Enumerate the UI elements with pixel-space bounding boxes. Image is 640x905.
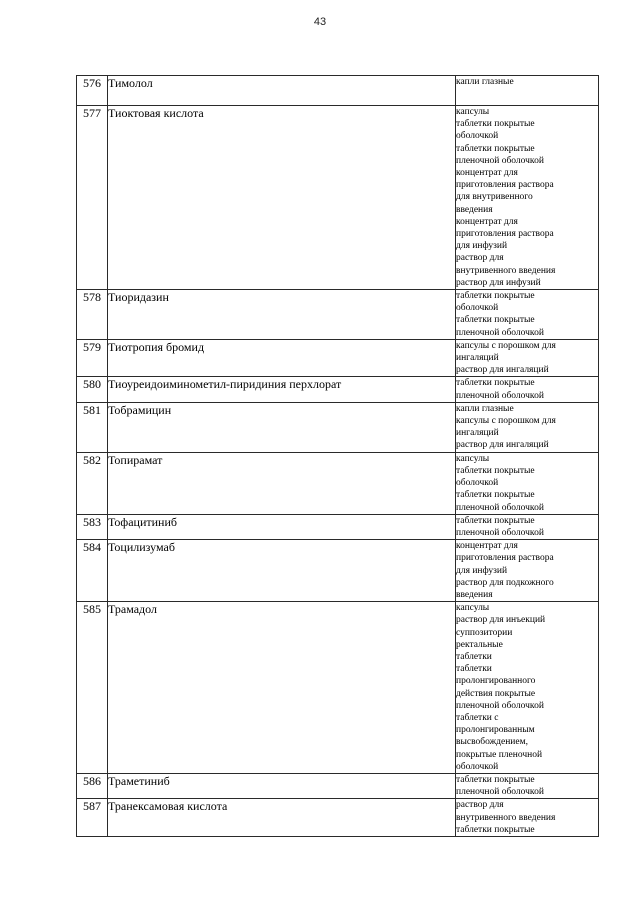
dosage-form-line: приготовления раствора xyxy=(456,553,554,564)
table-row xyxy=(77,773,599,798)
drug-name: Тобрамицин xyxy=(108,402,456,452)
row-number: 581 xyxy=(77,402,108,452)
table-row xyxy=(77,799,599,837)
dosage-form-line: оболочкой xyxy=(456,761,499,772)
dosage-form-line: концентрат для xyxy=(456,216,518,227)
dosage-form-line: пролонгированным xyxy=(456,725,535,736)
dosage-form-line: ингаляций xyxy=(456,353,499,364)
table-row xyxy=(77,540,599,602)
drug-name: Тиоуреидоиминометил-пиридиния перхлорат xyxy=(108,377,456,402)
table-body xyxy=(77,76,599,837)
dosage-form-line: таблетки покрытые xyxy=(456,824,535,835)
dosage-form-line: приготовления раствора xyxy=(456,180,554,191)
dosage-form-line: для инфузий xyxy=(456,565,508,576)
dosage-form-line: таблетки покрытые xyxy=(456,490,535,501)
drug-name: Трамадол xyxy=(108,602,456,774)
dosage-form-line: пленочной оболочкой xyxy=(456,527,544,538)
dosage-form-line: пленочной оболочкой xyxy=(456,327,544,338)
dosage-form-line: таблетки с xyxy=(456,712,499,723)
table-row xyxy=(77,339,599,377)
dosage-form-line: покрытые пленочной xyxy=(456,749,543,760)
dosage-form-line: высвобождением, xyxy=(456,737,528,748)
dosage-form-line: действия покрытые xyxy=(456,688,536,699)
dosage-form-line: раствор для ингаляций xyxy=(456,440,549,451)
dosage-forms xyxy=(456,540,599,602)
table-row xyxy=(77,106,599,290)
row-number: 579 xyxy=(77,339,108,377)
dosage-form-line: пленочной оболочкой xyxy=(456,787,544,798)
dosage-form-line: таблетки покрытые xyxy=(456,774,535,785)
row-number: 585 xyxy=(77,602,108,774)
table-row xyxy=(77,290,599,340)
dosage-form-line: таблетки покрытые xyxy=(456,119,535,130)
drug-name: Транексамовая кислота xyxy=(108,799,456,837)
dosage-forms xyxy=(456,339,599,377)
dosage-form-line: таблетки покрытые xyxy=(456,515,535,526)
dosage-form-line: капсулы с порошком для xyxy=(456,416,556,427)
drug-name: Тофацитиниб xyxy=(108,514,456,539)
dosage-form-line: пролонгированного xyxy=(456,676,536,687)
table-row xyxy=(77,514,599,539)
dosage-form-line: для внутривенного xyxy=(456,192,533,203)
dosage-form-line: таблетки покрытые xyxy=(456,315,535,326)
dosage-form-line: пленочной оболочкой xyxy=(456,155,544,166)
row-number: 586 xyxy=(77,773,108,798)
dosage-form-line: внутривенного введения xyxy=(456,265,556,276)
dosage-form-line: таблетки xyxy=(456,651,492,662)
dosage-form-line: для инфузий xyxy=(456,241,508,252)
dosage-forms xyxy=(456,602,599,774)
dosage-form-line: ректальные xyxy=(456,639,503,650)
row-number: 587 xyxy=(77,799,108,837)
dosage-forms xyxy=(456,402,599,452)
dosage-form-line: введения xyxy=(456,204,493,215)
table-row xyxy=(77,377,599,402)
dosage-form-line: раствор для xyxy=(456,253,504,264)
dosage-form-line: таблетки xyxy=(456,664,492,675)
drug-name: Тоцилизумаб xyxy=(108,540,456,602)
row-number: 583 xyxy=(77,514,108,539)
drug-name: Тиотропия бромид xyxy=(108,339,456,377)
dosage-form-line: таблетки покрытые xyxy=(456,143,535,154)
drug-name: Топирамат xyxy=(108,452,456,514)
dosage-form-line: капли глазные xyxy=(456,77,514,87)
dosage-form-line: раствор для ингаляций xyxy=(456,365,549,376)
dosage-forms xyxy=(456,290,599,340)
dosage-form-line: приготовления раствора xyxy=(456,229,554,240)
table-row xyxy=(77,76,599,106)
dosage-form-line: капсулы xyxy=(456,603,490,614)
drug-list-table xyxy=(76,75,599,837)
row-number: 578 xyxy=(77,290,108,340)
row-number: 576 xyxy=(77,76,108,106)
drug-name: Тиоктовая кислота xyxy=(108,106,456,290)
table-row xyxy=(77,402,599,452)
dosage-forms xyxy=(456,76,599,106)
dosage-form-line: раствор для xyxy=(456,800,504,811)
dosage-form-line: пленочной оболочкой xyxy=(456,390,544,401)
dosage-form-line: пленочной оболочкой xyxy=(456,700,544,711)
dosage-form-line: концентрат для xyxy=(456,541,518,552)
dosage-form-line: капли глазные xyxy=(456,403,514,414)
dosage-form-line: раствор для инъекций xyxy=(456,615,546,626)
dosage-form-line: таблетки покрытые xyxy=(456,291,535,302)
dosage-form-line: капсулы xyxy=(456,453,490,464)
dosage-form-line: введения xyxy=(456,589,493,600)
dosage-form-line: концентрат для xyxy=(456,168,518,179)
drug-name: Траметиниб xyxy=(108,773,456,798)
dosage-form-line: внутривенного введения xyxy=(456,812,556,823)
dosage-form-line: оболочкой xyxy=(456,478,499,489)
dosage-form-line: таблетки покрытые xyxy=(456,378,535,389)
row-number: 584 xyxy=(77,540,108,602)
dosage-forms xyxy=(456,799,599,837)
dosage-forms xyxy=(456,773,599,798)
dosage-form-line: капсулы xyxy=(456,107,490,117)
dosage-form-line: таблетки покрытые xyxy=(456,465,535,476)
dosage-forms xyxy=(456,106,599,290)
drug-name: Тимолол xyxy=(108,76,456,106)
dosage-form-line: капсулы с порошком для xyxy=(456,340,556,351)
dosage-form-line: раствор для подкожного xyxy=(456,577,554,588)
table-row xyxy=(77,452,599,514)
table-row xyxy=(77,602,599,774)
dosage-form-line: суппозитории xyxy=(456,627,513,638)
dosage-form-line: раствор для инфузий xyxy=(456,277,541,288)
row-number: 582 xyxy=(77,452,108,514)
row-number: 580 xyxy=(77,377,108,402)
dosage-form-line: оболочкой xyxy=(456,131,499,142)
dosage-form-line: ингаляций xyxy=(456,428,499,439)
dosage-form-line: оболочкой xyxy=(456,303,499,314)
page-number: 43 xyxy=(313,16,327,28)
dosage-form-line: пленочной оболочкой xyxy=(456,502,544,513)
drug-name: Тиоридазин xyxy=(108,290,456,340)
dosage-forms xyxy=(456,452,599,514)
row-number: 577 xyxy=(77,106,108,290)
dosage-forms xyxy=(456,377,599,402)
dosage-forms xyxy=(456,514,599,539)
